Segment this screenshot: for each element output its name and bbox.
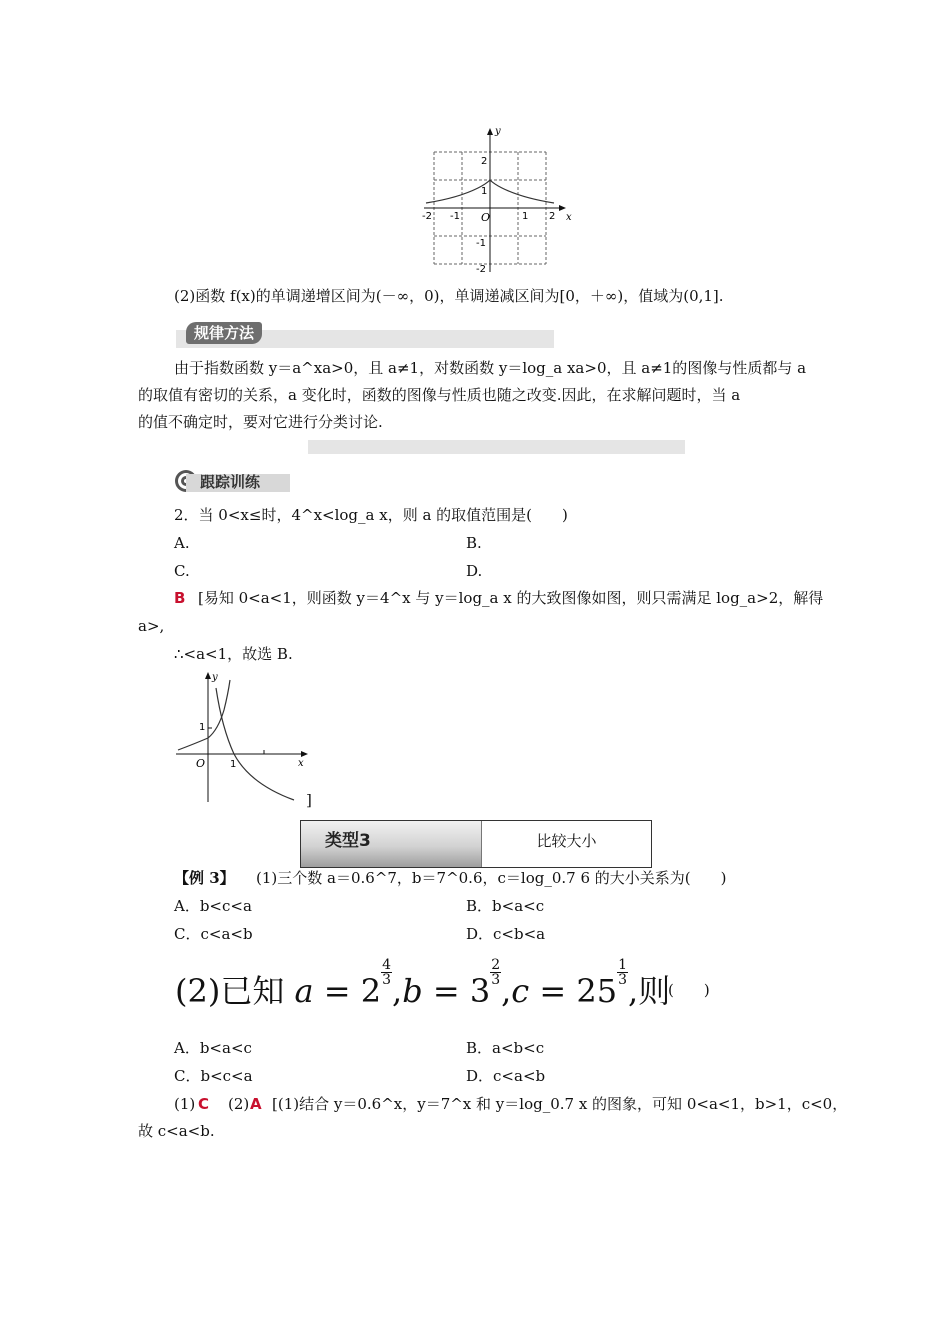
rule-line-2: 的取值有密切的关系，a 变化时，函数的图像与性质也随之改变.因此，在求解问题时，当 a xyxy=(138,386,741,404)
part2-paren: ( ) xyxy=(668,981,710,999)
q2-stem: 2．当 0<x≤时，4^x<log_a x，则 a 的取值范围是( ) xyxy=(174,506,568,524)
type3-label-box xyxy=(301,821,482,867)
part2-prefix: (2)已知 xyxy=(175,972,285,1010)
q2-option-b: B. xyxy=(466,534,482,552)
example3-stem: (1)三个数 a＝0.6^7，b＝7^0.6，c＝log_0.7 6 的大小关系为( ) xyxy=(256,869,727,887)
example3-tag: 【例 3】 xyxy=(174,869,235,887)
x-tick-2: 2 xyxy=(549,211,556,222)
q2-option-d: D. xyxy=(466,562,483,580)
answer3-part1-letter: C xyxy=(198,1095,210,1113)
answer3-part1-prefix: (1) xyxy=(174,1095,196,1113)
q2-option-c: C. xyxy=(174,562,190,580)
answer3-line-2: 故 c<a<b. xyxy=(138,1122,215,1140)
graph2-tick-x1: 1 xyxy=(230,759,237,770)
rule-line-1: 由于指数函数 y＝a^xa>0，且 a≠1，对数函数 y＝log_a xa>0，且 a≠1的图像与性质都与 a xyxy=(174,359,807,377)
ex3-option-a: A．b<c<a xyxy=(174,897,252,915)
ex3-option-b: B．b<a<c xyxy=(466,897,545,915)
type3-label: 类型3 xyxy=(325,831,371,851)
answer3-line-1: [(1)结合 y＝0.6^x，y＝7^x 和 y＝log_0.7 x 的图象，可知 0<a<1，b>1，c<0， xyxy=(272,1095,848,1113)
x-tick-neg1: -1 xyxy=(450,211,460,222)
graph2-tick-y1: 1 xyxy=(199,722,206,733)
answer2-line-2: a>, xyxy=(138,617,165,635)
y-tick-1: 1 xyxy=(481,186,488,197)
answer3-part2-letter: A xyxy=(250,1095,262,1113)
answer2-close-bracket: ] xyxy=(306,791,312,809)
answer2-line-3: ∴<a<1，故选 B. xyxy=(174,645,293,663)
type3-title: 比较大小 xyxy=(536,832,597,850)
x-axis-label: x xyxy=(566,212,572,223)
y-tick-2: 2 xyxy=(481,156,488,167)
q2-option-a: A. xyxy=(174,534,190,552)
origin-label: O xyxy=(481,211,491,224)
y-tick-neg1: -1 xyxy=(476,238,486,249)
part2-conclusion: (2)函数 f(x)的单调递增区间为(－∞，0)，单调递减区间为[0，＋∞)，值域为(0,1]. xyxy=(174,287,724,305)
ex3b-option-c: C．b<c<a xyxy=(174,1067,253,1085)
graph2-origin: O xyxy=(196,757,206,770)
example3-part2-formula: (2)已知 a = 2 $\frac{4}{3}$ ,b = 3 $\frac{2}{3}$ ,c = 25 $\frac{1}{3}$ ,则 xyxy=(175,957,671,1010)
y-axis-label: y xyxy=(495,126,501,137)
graph2-x-label: x xyxy=(298,758,304,769)
rule-line-3: 的值不确定时，要对它进行分类讨论. xyxy=(138,413,383,431)
ex3b-option-a: A．b<a<c xyxy=(174,1039,252,1057)
ex3-option-c: C．c<a<b xyxy=(174,925,253,943)
answer3-part2-prefix: (2) xyxy=(228,1095,250,1113)
ex3b-option-d: D．c<a<b xyxy=(466,1067,546,1085)
graph2-y-label: y xyxy=(212,672,218,683)
ex3b-option-b: B．a<b<c xyxy=(466,1039,545,1057)
x-tick-1: 1 xyxy=(522,211,529,222)
answer2-line-1: [易知 0<a<1，则函数 y＝4^x 与 y＝log_a x 的大致图像如图，则只需满足 log_a>2，解得 xyxy=(198,589,824,607)
follow-heading: 跟踪训练 xyxy=(200,473,261,491)
graph-fx xyxy=(418,122,588,274)
y-tick-neg2: -2 xyxy=(476,264,486,274)
type3-header xyxy=(300,820,652,868)
graph-4x-log xyxy=(172,668,322,808)
x-tick-neg2: -2 xyxy=(422,211,432,222)
rule-heading: 规律方法 xyxy=(186,322,262,344)
answer2-letter: B xyxy=(174,589,186,607)
ex3-option-d: D．c<b<a xyxy=(466,925,546,943)
rule-end-bar xyxy=(308,440,685,454)
